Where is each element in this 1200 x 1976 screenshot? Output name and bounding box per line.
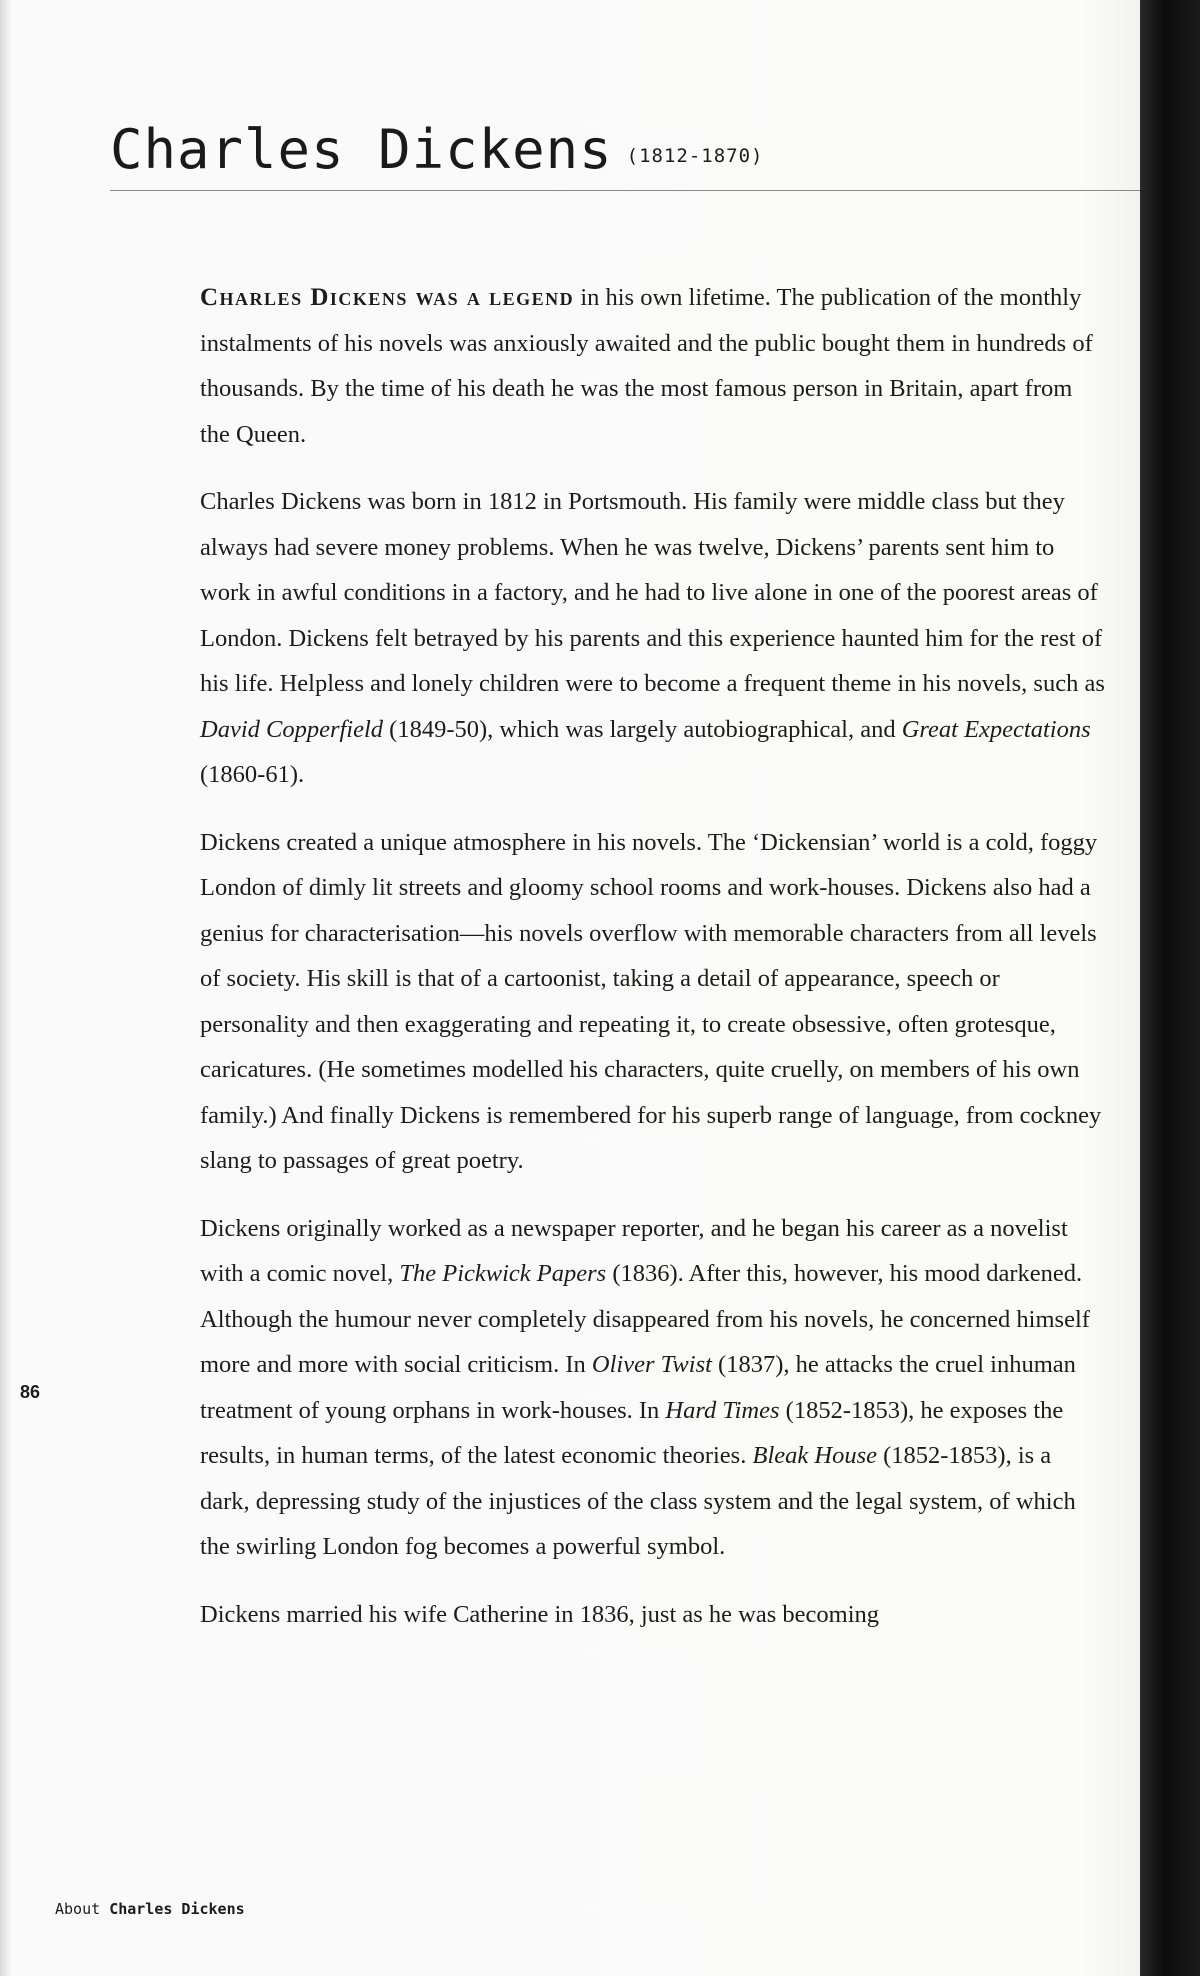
page-number: 86 — [20, 1382, 41, 1402]
book-title: Bleak House — [752, 1442, 877, 1469]
running-footer: About Charles Dickens — [55, 1900, 245, 1918]
book-title: Hard Times — [665, 1396, 780, 1424]
paragraph-5: Dickens married his wife Catherine in 1836, just as he was becoming — [200, 1600, 880, 1628]
page-edge-shadow — [1140, 0, 1200, 1976]
book-title: Oliver Twist — [591, 1351, 712, 1378]
life-dates: (1812-1870) — [626, 145, 764, 167]
lead-in: Charles Dickens was a legend — [200, 284, 575, 311]
paragraph-3: Dickens created a unique atmosphere in his novels. The ‘Dickensian’ world is a cold, foggy London of dimly lit streets and gloomy school rooms and work-houses. Dickens also had a genius for characterisation—his novels overflow with memorable characters from all levels of society. His skill is that of a cartoonist, taking a detail of appearance, speech or personality and then exaggerating and repeating it, to create obsessive, often grotesque, caricatures. (He sometimes modelled his characters, quite cruelly, on members of his own family.) And finally Dickens is remembered for his superb range of language, from cockney slang to passages of great poetry. — [200, 828, 1102, 1174]
paragraph-2: Charles Dickens was born in 1812 in Portsmouth. His family were middle class but they always had severe money problems. When he was twelve, Dickens’ parents sent him to work in awful conditions in a factory, and he had to live alone in one of the poorest areas of London. Dickens felt betrayed by his parents and this experience haunted him for the rest of his life. Helpless and lonely children were to become a frequent theme in his novels, such as David Copperfield (1849-50), which was largely autobiographical, and Great Expectations (1860-61). — [200, 488, 1105, 788]
paragraph-1: Charles Dickens was a legend in his own lifetime. The publication of the monthly instalments of his novels was anxiously awaited and the public bought them in hundreds of thousands. By the time of his death he was the most famous person in Britain, apart from the Queen. — [200, 284, 1093, 448]
book-title: David Copperfield — [200, 715, 384, 743]
book-title: The Pickwick Papers — [399, 1260, 607, 1287]
book-title: Great Expectations — [901, 715, 1091, 743]
body-text — [200, 275, 1106, 1659]
chapter-heading — [110, 118, 1140, 181]
paragraph-4: Dickens originally worked as a newspaper reporter, and he began his career as a novelist with a comic novel, The Pickwick Papers (1836). After this, however, his mood darkened. Although the humour never completely disappeared from his novels, he concerned himself more and more with social criticism. In Oliver Twist (1837), he attacks the cruel inhuman treatment of young orphans in work-houses. In Hard Times (1852-1853), he exposes the results, in human terms, of the latest economic theories. Bleak House (1852-1853), is a dark, depressing study of the injustices of the class system and the legal system, of which the swirling London fog becomes a powerful symbol. — [200, 1214, 1090, 1560]
page-title: Charles Dickens — [110, 118, 613, 181]
heading-rule — [110, 190, 1140, 191]
